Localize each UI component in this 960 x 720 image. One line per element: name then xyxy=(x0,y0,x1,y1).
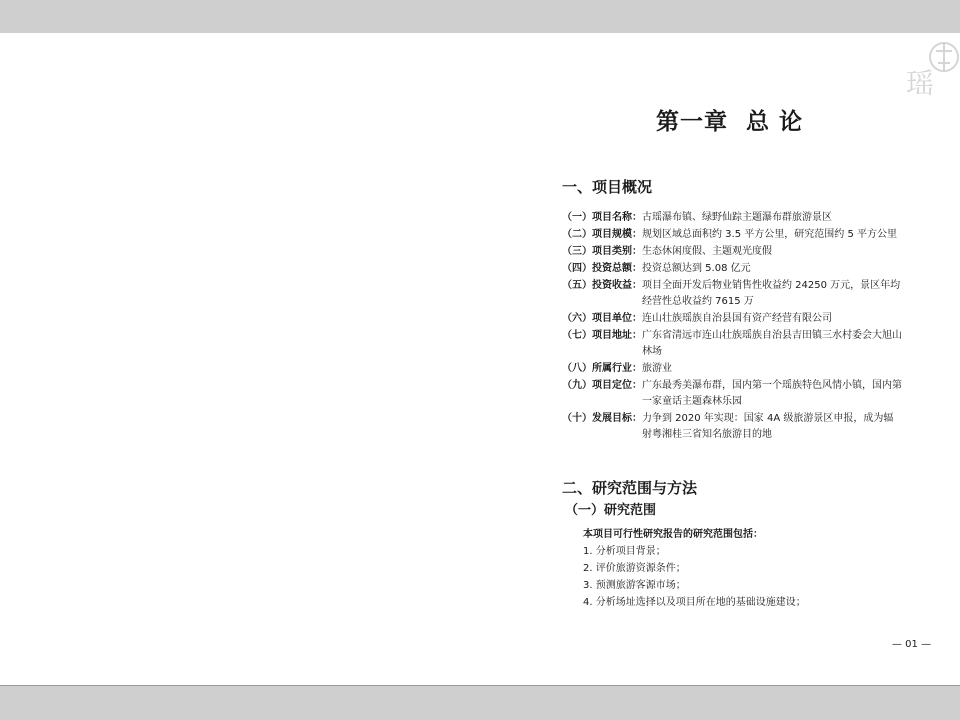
overview-item xyxy=(562,361,902,377)
overview-item-value: 广东最秀美瀑布群，国内第一个瑶族特色风情小镇，国内第一家童话主题森林乐园 xyxy=(642,380,902,407)
overview-item-value: 项目全面开发后物业销售性收益约 24250 万元，景区年均经营性总收益约 7615 万 xyxy=(642,280,901,307)
overview-item-value: 连山壮族瑶族自治县国有资产经营有限公司 xyxy=(642,313,832,324)
research-scope-item: 1. 分析项目背景； xyxy=(583,546,666,557)
research-scope-list xyxy=(583,543,806,611)
overview-item-value: 生态休闲度假、主题观光度假 xyxy=(642,246,772,257)
overview-item-label: （八）所属行业： xyxy=(562,363,642,374)
overview-item xyxy=(562,278,902,310)
overview-item-label: （六）项目单位： xyxy=(562,313,642,324)
overview-item xyxy=(562,244,902,260)
overview-item xyxy=(562,227,902,243)
overview-item-label: （十）发展目标： xyxy=(562,413,642,424)
overview-item xyxy=(562,328,902,360)
subsection-title-research-scope: （一）研究范围 xyxy=(565,503,657,518)
overview-item xyxy=(562,411,902,443)
overview-item xyxy=(562,261,902,277)
overview-item-value: 力争到 2020 年实现：国家 4A 级旅游景区申报，成为辐射粤湘桂三省知名旅游目的地 xyxy=(642,413,894,440)
bottom-divider xyxy=(0,685,960,686)
overview-item-value: 规划区域总面积约 3.5 平方公里，研究范围约 5 平方公里 xyxy=(642,229,897,240)
research-scope-item: 2. 评价旅游资源条件； xyxy=(583,563,686,574)
overview-item-label: （四）投资总额： xyxy=(562,263,642,274)
overview-item-label: （七）项目地址： xyxy=(562,330,642,341)
svg-text:瑶: 瑶 xyxy=(906,67,935,100)
project-overview-list xyxy=(562,210,902,444)
document-page xyxy=(0,33,960,685)
overview-item-value: 投资总额达到 5.08 亿元 xyxy=(642,263,751,274)
logo-watermark-icon xyxy=(900,33,960,105)
research-scope-item: 4. 分析场址选择以及项目所在地的基础设施建设； xyxy=(583,597,806,608)
overview-item xyxy=(562,311,902,327)
research-scope-item: 3. 预测旅游客源市场； xyxy=(583,580,686,591)
overview-item-label: （二）项目规模： xyxy=(562,229,642,240)
overview-item xyxy=(562,210,902,226)
chapter-title: 第一章 总 论 xyxy=(656,109,804,135)
overview-item-value: 旅游业 xyxy=(642,363,672,374)
overview-item xyxy=(562,378,902,410)
research-scope-intro: 本项目可行性研究报告的研究范围包括： xyxy=(583,529,763,540)
section-title-scope: 二、研究范围与方法 xyxy=(562,479,698,497)
page-number: — 01 — xyxy=(892,639,932,650)
overview-item-label: （一）项目名称： xyxy=(562,212,642,223)
overview-item-value: 广东省清远市连山壮族瑶族自治县吉田镇三水村委会大旭山林场 xyxy=(642,330,902,357)
section-title-overview: 一、项目概况 xyxy=(562,178,653,196)
overview-item-value: 古瑶瀑布镇、绿野仙踪主题瀑布群旅游景区 xyxy=(642,212,832,223)
overview-item-label: （九）项目定位： xyxy=(562,380,642,391)
overview-item-label: （三）项目类别： xyxy=(562,246,642,257)
overview-item-label: （五）投资收益： xyxy=(562,280,642,291)
